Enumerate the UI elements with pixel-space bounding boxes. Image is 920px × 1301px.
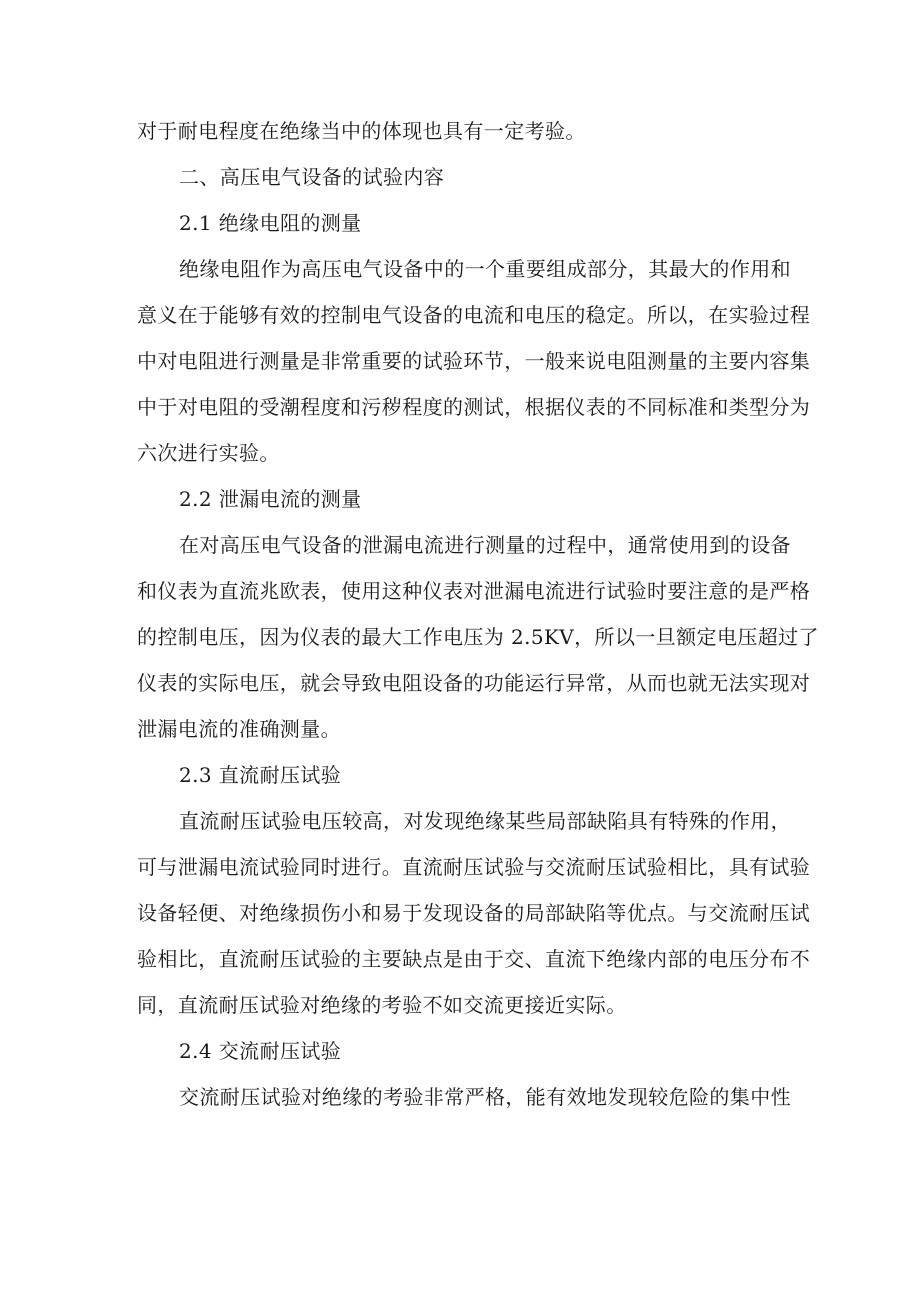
- subsection-heading: 2.3 直流耐压试验: [179, 763, 342, 787]
- subsection-heading: 2.2 泄漏电流的测量: [179, 487, 362, 511]
- section-heading: 二、高压电气设备的试验内容: [179, 165, 445, 189]
- body-line: 绝缘电阻作为高压电气设备中的一个重要组成部分，其最大的作用和: [179, 257, 791, 281]
- subsection-heading: 2.1 绝缘电阻的测量: [179, 211, 362, 235]
- body-line: 直流耐压试验电压较高，对发现绝缘某些局部缺陷具有特殊的作用，: [179, 809, 791, 833]
- body-line: 设备轻便、对绝缘损伤小和易于发现设备的局部缺陷等优点。与交流耐压试: [137, 901, 811, 925]
- body-line: 验相比，直流耐压试验的主要缺点是由于交、直流下绝缘内部的电压分布不: [137, 947, 811, 971]
- body-line: 意义在于能够有效的控制电气设备的电流和电压的稳定。所以，在实验过程: [137, 303, 811, 327]
- body-line: 和仪表为直流兆欧表，使用这种仪表对泄漏电流进行试验时要注意的是严格: [137, 579, 811, 603]
- body-line: 在对高压电气设备的泄漏电流进行测量的过程中，通常使用到的设备: [179, 533, 791, 557]
- body-line: 六次进行实验。: [137, 441, 280, 465]
- body-line: 泄漏电流的准确测量。: [137, 717, 341, 741]
- body-line: 交流耐压试验对绝缘的考验非常严格，能有效地发现较危险的集中性: [179, 1085, 791, 1109]
- body-line: 对于耐电程度在绝缘当中的体现也具有一定考验。: [137, 119, 586, 143]
- subsection-heading: 2.4 交流耐压试验: [179, 1039, 342, 1063]
- body-line: 可与泄漏电流试验同时进行。直流耐压试验与交流耐压试验相比，具有试验: [137, 855, 811, 879]
- document-body: [137, 112, 819, 1124]
- body-line: 仪表的实际电压，就会导致电阻设备的功能运行异常，从而也就无法实现对: [137, 671, 811, 695]
- body-line: 中于对电阻的受潮程度和污秽程度的测试，根据仪表的不同标准和类型分为: [137, 395, 811, 419]
- body-line: 同，直流耐压试验对绝缘的考验不如交流更接近实际。: [137, 993, 627, 1017]
- body-line: 的控制电压，因为仪表的最大工作电压为 2.5KV，所以一旦额定电压超过了: [137, 625, 819, 649]
- body-line: 中对电阻进行测量是非常重要的试验环节，一般来说电阻测量的主要内容集: [137, 349, 811, 373]
